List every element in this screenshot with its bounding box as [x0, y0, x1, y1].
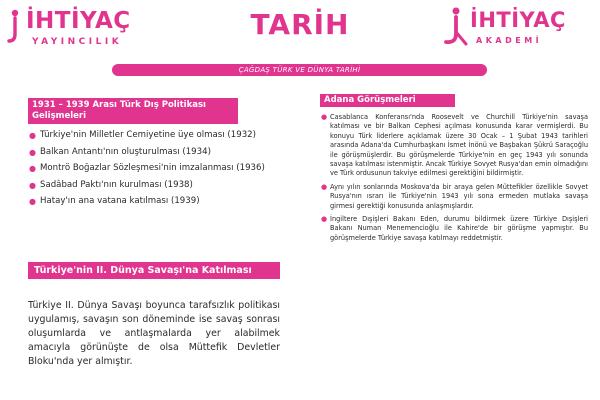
subject-banner: ÇAĞDAŞ TÜRK VE DÜNYA TARİHİ — [112, 64, 487, 76]
logo-left-sub: YAYINCILIK — [32, 37, 123, 47]
list-item-text: Hatay'ın ana vatana katılması (1939) — [40, 196, 200, 206]
logo-mark-icon — [440, 6, 470, 48]
list-item — [28, 180, 280, 192]
list-item-text: Casablanca Konferansı'nda Roosevelt ve Churchill Türkiye'nin savaşa katılması ve bir Balkan Cephesi açılması konusunda karar vermişlerdi. Bu konuyu Türk liderlere açıklamak üzere 30 Ocak – 1 Şubat 1943 tarihleri arasında Adana'da Cumhurbaşkanı İsmet İnönü ve Başbakan Şükrü Saraçoğlu ile görüşmüşlerdir. Bu görüşmelerde Türkiye'nin en geç 1943 yılı sonunda savaşa katılması istenmiştir. Ancak Türkiye Sovyet Rusya'dan emin olmadığını ve Türk ordusunun takviye edilmesi gerektiğini bildirmiştir. — [330, 113, 588, 178]
adana-talks-section — [320, 94, 588, 394]
section-heading: Türkiye'nin II. Dünya Savaşı'na Katılması — [28, 262, 280, 279]
logo-ihtiyac-akademi — [440, 6, 595, 50]
list-item — [320, 215, 588, 243]
bullet-icon: ● — [29, 147, 36, 157]
bullet-icon: ● — [321, 215, 328, 224]
list-item — [28, 147, 280, 159]
list-item — [28, 163, 280, 175]
heading-line-1: 1931 – 1939 Arası Türk Dış Politikası — [32, 100, 206, 110]
list-item-text: Türkiye'nin Milletler Cemiyetine üye olması (1932) — [40, 130, 256, 140]
list-item-text: Balkan Antantı'nın oluşturulması (1934) — [40, 146, 211, 157]
bullet-icon: ● — [321, 182, 328, 191]
foreign-policy-section — [28, 98, 280, 238]
list-item-text: Aynı yılın sonlarında Moskova'da bir araya gelen Müttefikler özellikle Sovyet Rusya'nın ısrarı ile Türkiye'nin 1943 yılı sona ermeden mutlaka savaşa girmesi gerektiği konusunda anlaşmışlardır. — [330, 182, 588, 210]
list-item — [320, 183, 588, 211]
bullet-icon: ● — [29, 164, 36, 173]
bullet-icon: ● — [321, 113, 328, 121]
ww2-section — [28, 262, 280, 369]
logo-right-name: İHTİYAÇ — [470, 8, 566, 32]
bullet-icon: ● — [29, 197, 36, 206]
bullet-icon: ● — [29, 131, 36, 140]
list-item — [28, 196, 280, 208]
list-item-text: Montrö Boğazlar Sözleşmesi'nin imzalanması (1936) — [40, 163, 265, 173]
list-item — [320, 113, 588, 179]
logo-right-sub: AKADEMİ — [476, 36, 543, 45]
logo-left-name: İHTİYAÇ — [26, 8, 131, 34]
list-item — [28, 130, 280, 142]
bullet-icon: ● — [29, 180, 36, 190]
section-body: Türkiye II. Dünya Savaşı boyunca tarafsızlık politikası uygulamış, savaşın son döneminde ise savaş sonrası oluşumlarda ve antlaşmalarda yer alabilmek amacıyla görünüşte de olsa Müttefik Devletler Bloku'nda yer almıştır. — [28, 300, 280, 367]
page-title: TARİH — [250, 8, 350, 41]
events-list — [28, 130, 280, 208]
talks-list — [320, 113, 588, 243]
heading-line-2: Gelişmeleri — [32, 111, 87, 121]
list-item-text: İngiltere Dışişleri Bakanı Eden, durumu bildirmek üzere Türkiye Dışişleri Bakanı Numan Menemencioğlu ile Kahire'de bir görüşme yapmıştır. Bu görüşmelerde Türkiye savaşa katılmayı reddetmiştir. — [330, 215, 588, 242]
list-item-text: Sadâbad Paktı'nın kurulması (1938) — [40, 179, 193, 190]
section-heading: Adana Görüşmeleri — [320, 94, 455, 107]
section-heading — [28, 98, 238, 124]
